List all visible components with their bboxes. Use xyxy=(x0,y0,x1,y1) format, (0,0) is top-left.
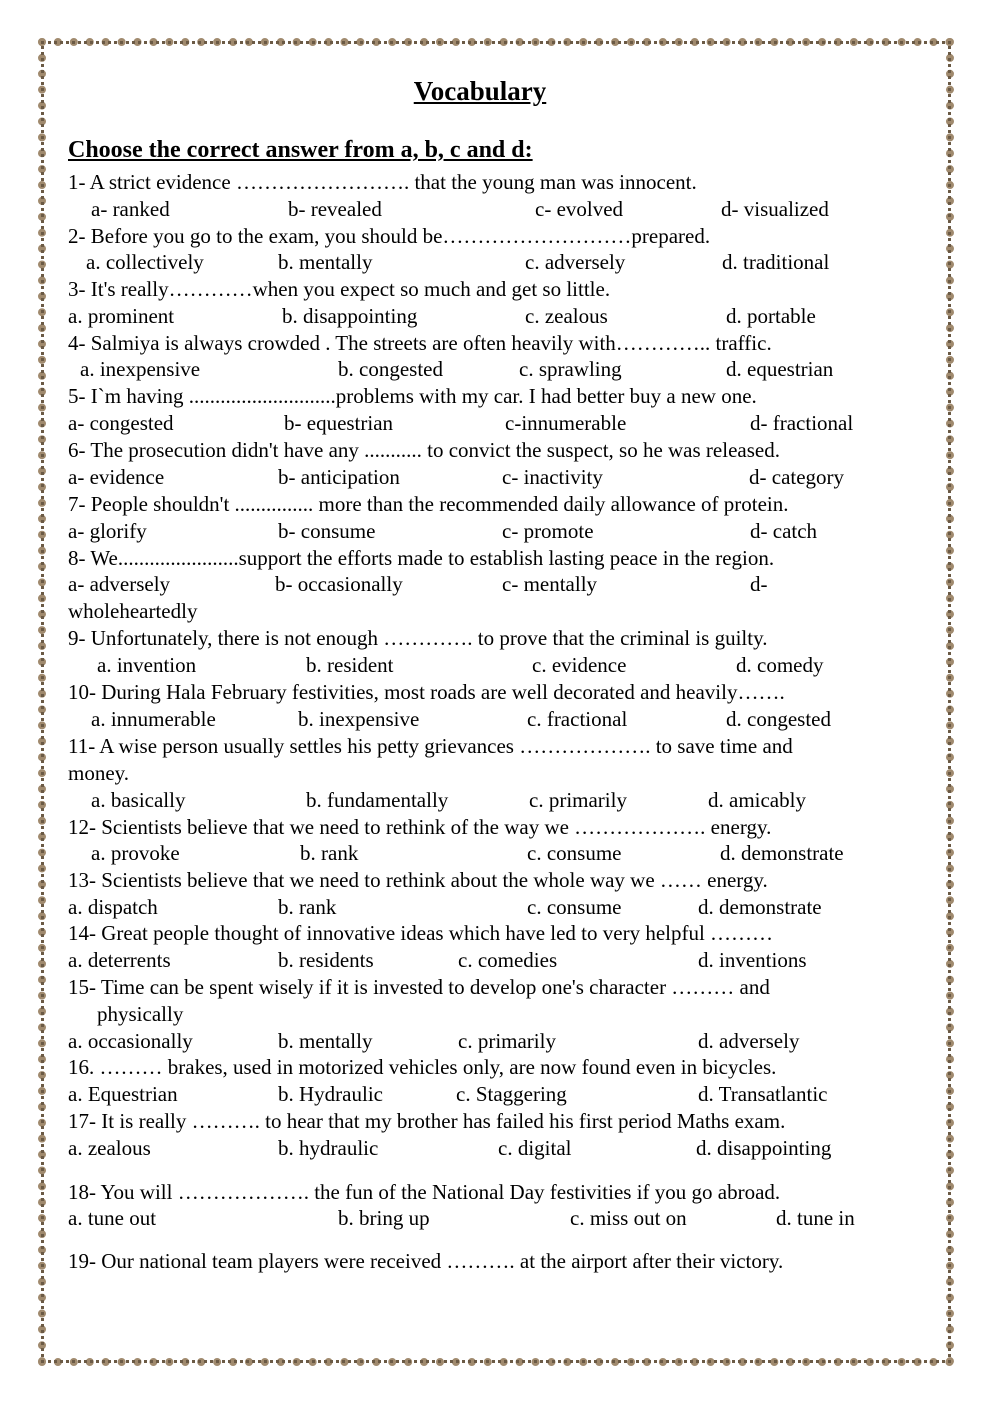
q3-option-c: c. zealous xyxy=(525,304,608,328)
q6-option-a: a- evidence xyxy=(68,465,165,489)
question-13: 13- Scientists believe that we need to rethink about the whole way we …… energy. xyxy=(68,868,768,892)
q15-option-a: a. occasionally xyxy=(68,1029,193,1053)
question-4: 4- Salmiya is always crowded . The streets are often heavily with………….. traffic. xyxy=(68,331,772,355)
q10-option-c: c. fractional xyxy=(527,707,628,731)
question-8: 8- We.......................support the efforts made to establish lasting peace in the region. xyxy=(68,546,775,570)
q18-option-a: a. tune out xyxy=(68,1206,157,1230)
q4-option-b: b. congested xyxy=(338,357,443,381)
q11-option-a: a. basically xyxy=(91,788,186,812)
question-15-continued: physically xyxy=(97,1002,184,1026)
q8-option-d-continued: wholeheartedly xyxy=(68,599,198,623)
q5-option-d: d- fractional xyxy=(750,411,854,435)
q5-option-c: c-innumerable xyxy=(505,411,627,435)
question-1: 1- A strict evidence ……………………. that the young man was innocent. xyxy=(68,170,697,194)
q6-option-c: c- inactivity xyxy=(502,465,603,489)
question-11: 11- A wise person usually settles his petty grievances ………………. to save time and xyxy=(68,734,793,758)
question-18: 18- You will ………………. the fun of the National Day festivities if you go abroad. xyxy=(68,1180,781,1204)
q12-option-a: a. provoke xyxy=(91,841,180,865)
q15-option-d: d. adversely xyxy=(698,1029,800,1053)
q16-option-a: a. Equestrian xyxy=(68,1082,178,1106)
q2-option-c: c. adversely xyxy=(525,250,626,274)
q16-option-d: d. Transatlantic xyxy=(698,1082,828,1106)
question-10: 10- During Hala February festivities, most roads are well decorated and heavily……. xyxy=(68,680,785,704)
q11-option-b: b. fundamentally xyxy=(306,788,449,812)
q1-option-b: b- revealed xyxy=(288,197,382,221)
q4-option-d: d. equestrian xyxy=(726,357,834,381)
instruction: Choose the correct answer from a, b, c and d: xyxy=(68,137,533,163)
q10-option-b: b. inexpensive xyxy=(298,707,420,731)
q18-option-b: b. bring up xyxy=(338,1206,430,1230)
q16-option-c: c. Staggering xyxy=(456,1082,567,1106)
q3-option-a: a. prominent xyxy=(68,304,175,328)
q14-option-c: c. comedies xyxy=(458,948,558,972)
page-title: Vocabulary xyxy=(413,76,547,106)
q4-option-a: a. inexpensive xyxy=(80,357,201,381)
q10-option-a: a. innumerable xyxy=(91,707,216,731)
question-9: 9- Unfortunately, there is not enough …………. to prove that the criminal is guilty. xyxy=(68,626,768,650)
q13-option-b: b. rank xyxy=(278,895,337,919)
q2-option-b: b. mentally xyxy=(278,250,373,274)
q6-option-d: d- category xyxy=(749,465,845,489)
question-6: 6- The prosecution didn't have any ........... to convict the suspect, so he was released. xyxy=(68,438,780,462)
question-17: 17- It is really ………. to hear that my brother has failed his first period Maths exam. xyxy=(68,1109,786,1133)
q13-option-d: d. demonstrate xyxy=(698,895,822,919)
q12-option-d: d. demonstrate xyxy=(720,841,844,865)
q14-option-b: b. residents xyxy=(278,948,374,972)
q10-option-d: d. congested xyxy=(726,707,831,731)
q14-option-a: a. deterrents xyxy=(68,948,171,972)
q13-option-a: a. dispatch xyxy=(68,895,158,919)
q2-option-d: d. traditional xyxy=(722,250,830,274)
q1-option-c: c- evolved xyxy=(535,197,624,221)
q6-option-b: b- anticipation xyxy=(278,465,400,489)
q17-option-b: b. hydraulic xyxy=(278,1136,379,1160)
question-19: 19- Our national team players were received ………. at the airport after their victory. xyxy=(68,1249,784,1273)
q17-option-a: a. zealous xyxy=(68,1136,151,1160)
q17-option-d: d. disappointing xyxy=(696,1136,832,1160)
question-7: 7- People shouldn't ............... more than the recommended daily allowance of protein. xyxy=(68,492,789,516)
question-3: 3- It's really…………when you expect so much and get so little. xyxy=(68,277,611,301)
q17-option-c: c. digital xyxy=(498,1136,572,1160)
q12-option-c: c. consume xyxy=(527,841,622,865)
q9-option-a: a. invention xyxy=(97,653,197,677)
question-11-continued: money. xyxy=(68,761,130,785)
q9-option-c: c. evidence xyxy=(532,653,627,677)
q8-option-a: a- adversely xyxy=(68,572,171,596)
question-2: 2- Before you go to the exam, you should be………………………prepared. xyxy=(68,224,711,248)
q16-option-b: b. Hydraulic xyxy=(278,1082,383,1106)
q11-option-c: c. primarily xyxy=(529,788,627,812)
question-16: 16. ……… brakes, used in motorized vehicles only, are now found even in bicycles. xyxy=(68,1055,777,1079)
q8-option-d: d- xyxy=(750,572,768,596)
q7-option-a: a- glorify xyxy=(68,519,147,543)
q1-option-d: d- visualized xyxy=(721,197,829,221)
q9-option-d: d. comedy xyxy=(736,653,824,677)
q11-option-d: d. amicably xyxy=(708,788,806,812)
q13-option-c: c. consume xyxy=(527,895,622,919)
q12-option-b: b. rank xyxy=(300,841,359,865)
q14-option-d: d. inventions xyxy=(698,948,807,972)
q15-option-c: c. primarily xyxy=(458,1029,556,1053)
q18-option-d: d. tune in xyxy=(776,1206,855,1230)
q15-option-b: b. mentally xyxy=(278,1029,373,1053)
question-15: 15- Time can be spent wisely if it is invested to develop one's character ……… and xyxy=(68,975,770,999)
q5-option-b: b- equestrian xyxy=(284,411,394,435)
q4-option-c: c. sprawling xyxy=(519,357,622,381)
q18-option-c: c. miss out on xyxy=(570,1206,687,1230)
q5-option-a: a- congested xyxy=(68,411,174,435)
q1-option-a: a- ranked xyxy=(91,197,170,221)
q7-option-c: c- promote xyxy=(502,519,594,543)
question-14: 14- Great people thought of innovative ideas which have led to very helpful ……… xyxy=(68,921,774,945)
q3-option-b: b. disappointing xyxy=(282,304,418,328)
q7-option-d: d- catch xyxy=(750,519,818,543)
q2-option-a: a. collectively xyxy=(86,250,204,274)
q8-option-c: c- mentally xyxy=(502,572,598,596)
q3-option-d: d. portable xyxy=(726,304,816,328)
q8-option-b: b- occasionally xyxy=(275,572,403,596)
q9-option-b: b. resident xyxy=(306,653,394,677)
q7-option-b: b- consume xyxy=(278,519,376,543)
question-12: 12- Scientists believe that we need to rethink of the way we ………………. energy. xyxy=(68,815,772,839)
question-5: 5- I`m having ............................problems with my car. I had better buy a new one. xyxy=(68,384,757,408)
